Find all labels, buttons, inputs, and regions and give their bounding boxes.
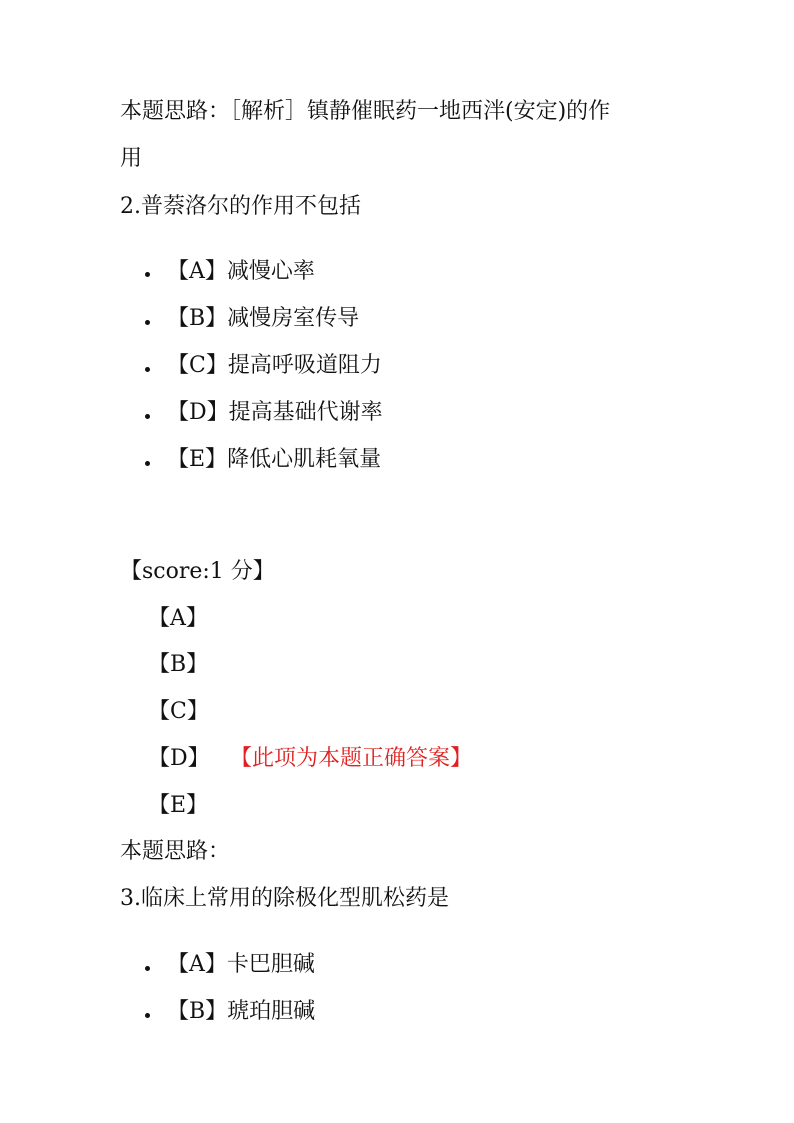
answer-label: 【D】 [148, 746, 210, 771]
option-label: 【C】 [167, 353, 228, 378]
option-label: 【B】 [167, 306, 228, 331]
option-label: 【A】 [167, 952, 227, 977]
bullet-icon [145, 414, 150, 419]
answer-c [148, 697, 209, 727]
option-text: 减慢心率 [226, 259, 315, 284]
option-a [167, 950, 315, 980]
prev-explanation-line2: 用 [120, 146, 143, 171]
option-d [167, 398, 383, 428]
prev-explanation-line1: 本题思路：［解析］镇静催眠药一地西泮(安定)的作 [120, 99, 611, 124]
option-label: 【E】 [167, 447, 228, 472]
answer-label: 【A】 [148, 606, 208, 631]
option-b [167, 304, 359, 334]
option-c [167, 351, 382, 381]
bullet-icon [145, 272, 150, 277]
option-text: 减慢房室传导 [227, 306, 360, 331]
option-e [167, 445, 381, 475]
question-2-stem: 2.普萘洛尔的作用不包括 [120, 194, 361, 219]
bullet-icon [145, 367, 150, 372]
bullet-icon [145, 461, 150, 466]
bullet-icon [145, 320, 150, 325]
answer-a [148, 604, 208, 634]
question-3-stem: 3.临床上常用的除极化型肌松药是 [120, 886, 449, 911]
option-text: 琥珀胆碱 [227, 999, 316, 1024]
option-label: 【A】 [167, 259, 227, 284]
option-label: 【D】 [167, 400, 229, 425]
answer-label: 【C】 [148, 699, 209, 724]
answer-d [148, 744, 210, 774]
option-text: 降低心肌耗氧量 [227, 447, 382, 472]
answer-label: 【E】 [148, 793, 209, 818]
answer-label: 【B】 [148, 652, 209, 677]
option-text: 提高基础代谢率 [228, 400, 383, 425]
option-a [167, 257, 315, 287]
question-2-explanation: 本题思路： [120, 839, 231, 864]
bullet-icon [145, 966, 150, 971]
answer-b [148, 650, 208, 680]
bullet-icon [145, 1013, 150, 1018]
correct-answer-mark: 【此项为本题正确答案】 [230, 746, 473, 771]
option-text: 卡巴胆碱 [226, 952, 315, 977]
answer-e [148, 791, 208, 821]
option-label: 【B】 [167, 999, 228, 1024]
score-label: 【score:1 分】 [120, 559, 275, 584]
option-b [167, 997, 315, 1027]
option-text: 提高呼吸道阻力 [227, 353, 382, 378]
